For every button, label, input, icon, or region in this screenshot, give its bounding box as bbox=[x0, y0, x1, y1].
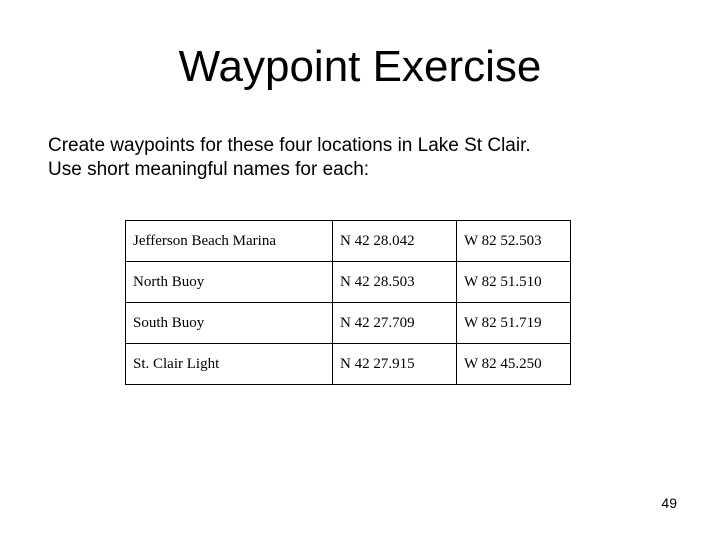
waypoints-table bbox=[125, 220, 571, 385]
longitude-cell: W 82 52.503 bbox=[457, 221, 571, 262]
longitude-cell: W 82 51.719 bbox=[457, 303, 571, 344]
longitude-cell: W 82 51.510 bbox=[457, 262, 571, 303]
latitude-cell: N 42 28.042 bbox=[333, 221, 457, 262]
slide-title: Waypoint Exercise bbox=[178, 42, 542, 91]
latitude-cell: N 42 28.503 bbox=[333, 262, 457, 303]
latitude-cell: N 42 27.915 bbox=[333, 344, 457, 385]
instruction-line-2: Use short meaningful names for each: bbox=[48, 159, 370, 180]
waypoint-name-cell: St. Clair Light bbox=[126, 344, 333, 385]
instructions-text bbox=[48, 134, 688, 182]
waypoint-name-cell: Jefferson Beach Marina bbox=[126, 221, 333, 262]
table-row bbox=[126, 344, 571, 385]
instruction-line-1: Create waypoints for these four locations in Lake St Clair. bbox=[48, 135, 531, 156]
waypoint-name-cell: North Buoy bbox=[126, 262, 333, 303]
waypoint-name-cell: South Buoy bbox=[126, 303, 333, 344]
latitude-cell: N 42 27.709 bbox=[333, 303, 457, 344]
table-row bbox=[126, 303, 571, 344]
table-row bbox=[126, 262, 571, 303]
longitude-cell: W 82 45.250 bbox=[457, 344, 571, 385]
table-row bbox=[126, 221, 571, 262]
page-number: 49 bbox=[661, 495, 677, 511]
